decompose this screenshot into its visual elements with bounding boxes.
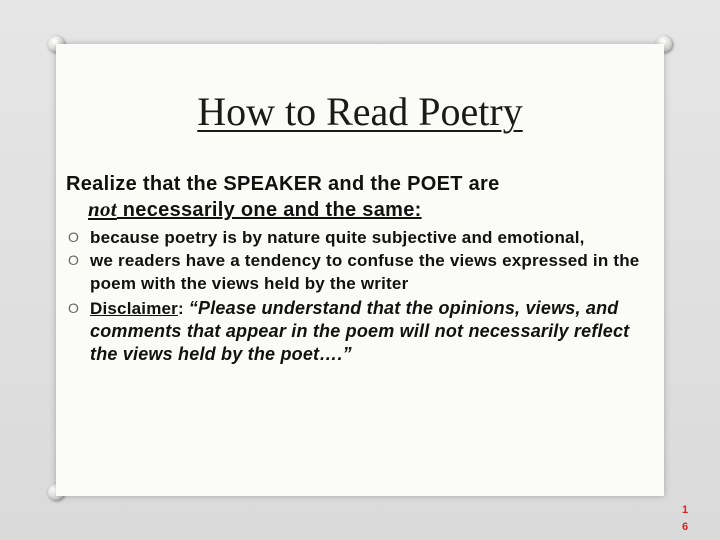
bullet-text: because poetry is by nature quite subjective and emotional, — [90, 228, 585, 247]
disclaimer-colon: : — [178, 299, 189, 318]
page-number — [680, 502, 690, 536]
disclaimer-label: Disclaimer — [90, 299, 178, 318]
intro-line-1: Realize that the SPEAKER and the POET are — [66, 173, 500, 195]
bullet-item — [66, 249, 656, 295]
bullet-list — [66, 226, 656, 366]
intro-line-2 — [66, 197, 666, 223]
bullet-marker-icon: O — [68, 229, 80, 245]
bullet-marker-icon: O — [68, 252, 80, 268]
intro-statement — [66, 172, 666, 223]
bullet-marker-icon: O — [68, 300, 80, 316]
disclaimer-item — [66, 297, 656, 366]
page-number-digit-1: 1 — [681, 504, 689, 516]
bullet-item — [66, 226, 656, 249]
disclaimer-quote: “Please understand that the opinions, views, and comments that appear in the poem will not necessarily reflect the views held by the poet….” — [90, 298, 630, 364]
slide-title: How to Read Poetry — [197, 89, 523, 134]
intro-not: not — [88, 197, 117, 221]
bullet-text: we readers have a tendency to confuse the views expressed in the poem with the views held by the writer — [90, 251, 640, 293]
page-number-digit-2: 6 — [681, 521, 689, 533]
intro-rest: necessarily one and the same: — [116, 199, 422, 221]
